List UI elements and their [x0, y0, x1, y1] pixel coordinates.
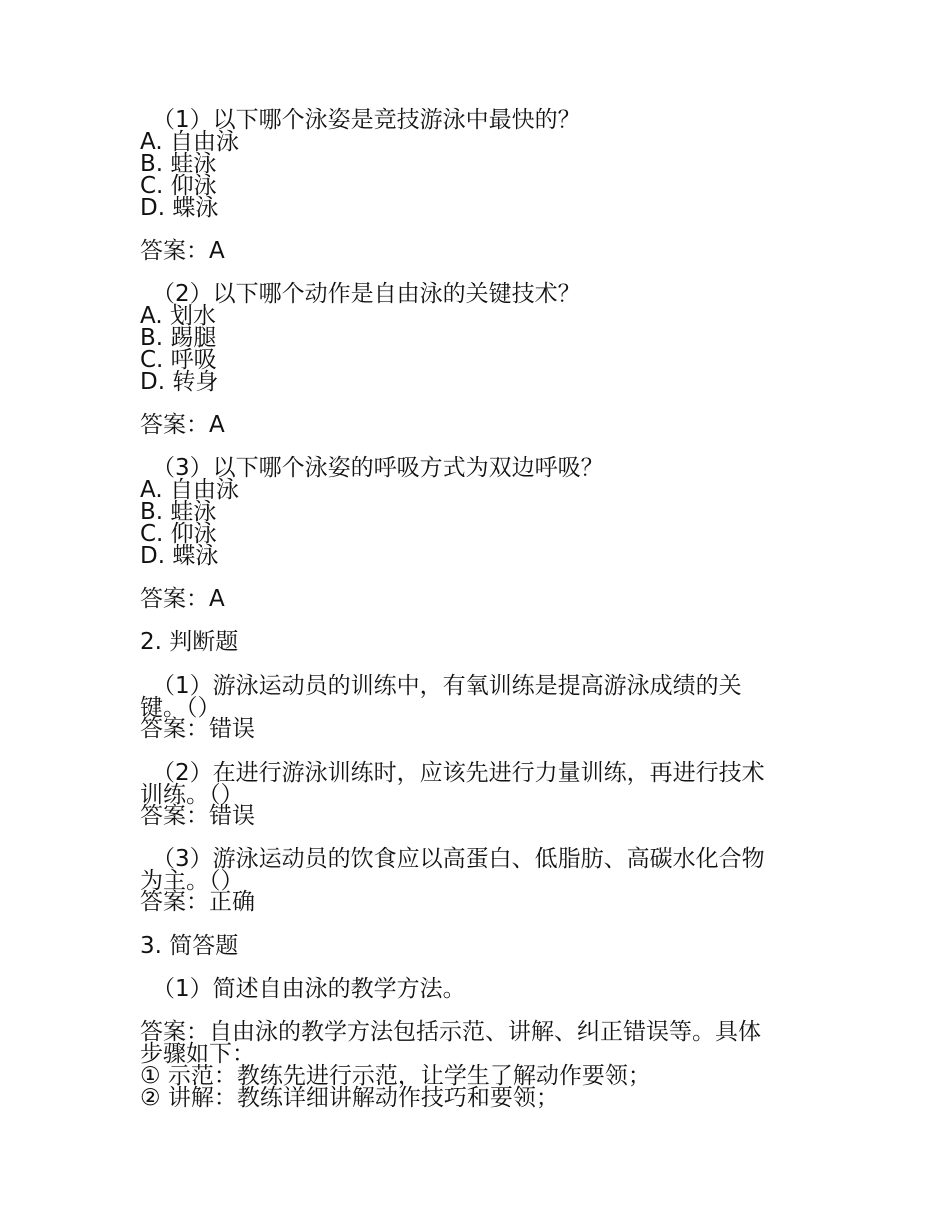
section-heading-short-answer: 3. 简答题 — [140, 933, 239, 959]
sa-step-1: ① 示范：教练先进行示范，让学生了解动作要领； — [140, 1063, 651, 1089]
mc-option-1d: D. 蝶泳 — [140, 195, 219, 221]
tf-answer-1: 答案：错误 — [140, 716, 255, 742]
sa-step-2: ② 讲解：教练详细讲解动作技巧和要领； — [140, 1085, 559, 1111]
tf-question-1-line2: 键。（） — [140, 695, 221, 721]
mc-answer-1: 答案：A — [140, 238, 225, 264]
tf-answer-2: 答案：错误 — [140, 803, 255, 829]
sa-answer-line1: 答案：自由泳的教学方法包括示范、讲解、纠正错误等。具体 — [140, 1019, 761, 1045]
mc-option-2d: D. 转身 — [140, 369, 219, 395]
sa-answer-line2: 步骤如下： — [140, 1041, 255, 1067]
tf-question-1-line1: （1）游泳运动员的训练中，有氧训练是提高游泳成绩的关 — [152, 673, 742, 699]
mc-question-1: （1）以下哪个泳姿是竞技游泳中最快的？ — [152, 107, 581, 133]
tf-question-2-line1: （2）在进行游泳训练时，应该先进行力量训练，再进行技术 — [152, 760, 765, 786]
tf-question-2-line2: 训练。（） — [140, 782, 244, 808]
tf-question-3-line2: 为主。（） — [140, 868, 244, 894]
mc-option-2a: A. 划水 — [140, 303, 216, 329]
mc-option-3d: D. 蝶泳 — [140, 543, 219, 569]
mc-option-3b: B. 蛙泳 — [140, 499, 217, 525]
mc-question-3: （3）以下哪个泳姿的呼吸方式为双边呼吸？ — [152, 455, 604, 481]
mc-option-1c: C. 仰泳 — [140, 173, 217, 199]
sa-question-1: （1）简述自由泳的教学方法。 — [152, 976, 466, 1002]
tf-answer-3: 答案：正确 — [140, 889, 255, 915]
mc-option-3a: A. 自由泳 — [140, 477, 239, 503]
mc-option-3c: C. 仰泳 — [140, 521, 217, 547]
mc-option-2b: B. 踢腿 — [140, 325, 217, 351]
tf-question-3-line1: （3）游泳运动员的饮食应以高蛋白、低脂肪、高碳水化合物 — [152, 846, 765, 872]
mc-question-2: （2）以下哪个动作是自由泳的关键技术？ — [152, 281, 581, 307]
mc-option-1b: B. 蛙泳 — [140, 151, 217, 177]
mc-option-1a: A. 自由泳 — [140, 129, 239, 155]
mc-option-2c: C. 呼吸 — [140, 347, 217, 373]
section-heading-true-false: 2. 判断题 — [140, 629, 239, 655]
mc-answer-2: 答案：A — [140, 412, 225, 438]
document-page — [140, 0, 820, 1230]
mc-answer-3: 答案：A — [140, 586, 225, 612]
